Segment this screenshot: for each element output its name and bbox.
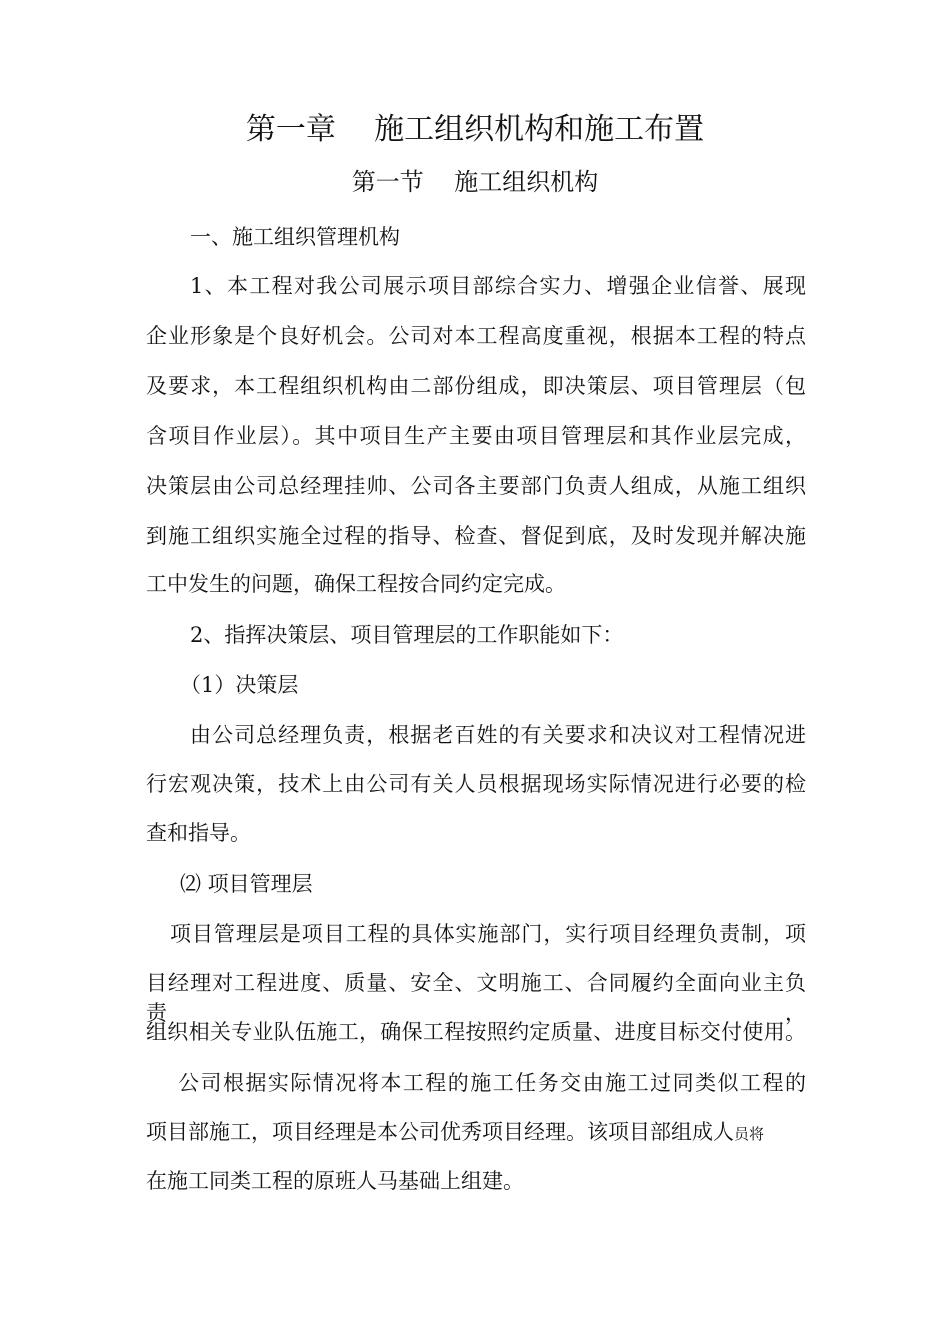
section-title: 第一节 施工组织机构 — [351, 168, 599, 196]
para3-line-3: 查和指导。 — [146, 821, 251, 845]
para1-line-7: 工中发生的问题，确保工程按合同约定完成。 — [146, 572, 566, 596]
para4-line-2: 目经理对工程进度、质量、安全、文明施工、合同履约全面向业主负责， — [146, 971, 806, 1025]
para5-line-2-main: 项目部施工，项目经理是本公司优秀项目经理。该项目部组成人 — [146, 1120, 734, 1144]
para5-line-3: 在施工同类工程的原班人马基础上组建。 — [146, 1169, 524, 1193]
para1-line-1: 1、本工程对我公司展示项目部综合实力、增强企业信誉、展现 — [190, 274, 806, 298]
para3-line-2: 行宏观决策，技术上由公司有关人员根据现场实际情况进行必要的检 — [146, 772, 806, 796]
para1-line-6: 到施工组织实施全过程的指导、检查、督促到底，及时发现并解决施 — [146, 524, 806, 548]
para4-line-3: 组织相关专业队伍施工，确保工程按照约定质量、进度目标交付使用。 — [146, 1020, 806, 1044]
para2-line: 2、指挥决策层、项目管理层的工作职能如下： — [190, 623, 624, 647]
para3-line-1: 由公司总经理负责，根据老百姓的有关要求和决议对工程情况进 — [190, 723, 806, 747]
para5-line-1: 公司根据实际情况将本工程的施工任务交由施工过同类似工程的 — [178, 1071, 806, 1095]
para1-line-5: 决策层由公司总经理挂帅、公司各主要部门负责人组成，从施工组织 — [146, 474, 806, 498]
para5-line-2 — [146, 1117, 764, 1149]
para1-line-4: 含项目作业层）。其中项目生产主要由项目管理层和其作业层完成， — [146, 424, 806, 448]
chapter-title: 第一章 施工组织机构和施工布置 — [245, 112, 705, 147]
item2-heading: ⑵ 项目管理层 — [180, 872, 313, 896]
para1-line-2: 企业形象是个良好机会。公司对本工程高度重视，根据本工程的特点 — [146, 324, 806, 348]
para1-line-3: 及要求，本工程组织机构由二部份组成，即决策层、项目管理层（包 — [146, 374, 806, 398]
para4-line-1: 项目管理层是项目工程的具体实施部门，实行项目经理负责制，项 — [170, 922, 806, 946]
para5-line-2-small: 员将 — [734, 1125, 765, 1143]
heading-organization: 一、施工组织管理机构 — [190, 225, 400, 249]
item1-heading: （1）决策层 — [180, 673, 299, 697]
